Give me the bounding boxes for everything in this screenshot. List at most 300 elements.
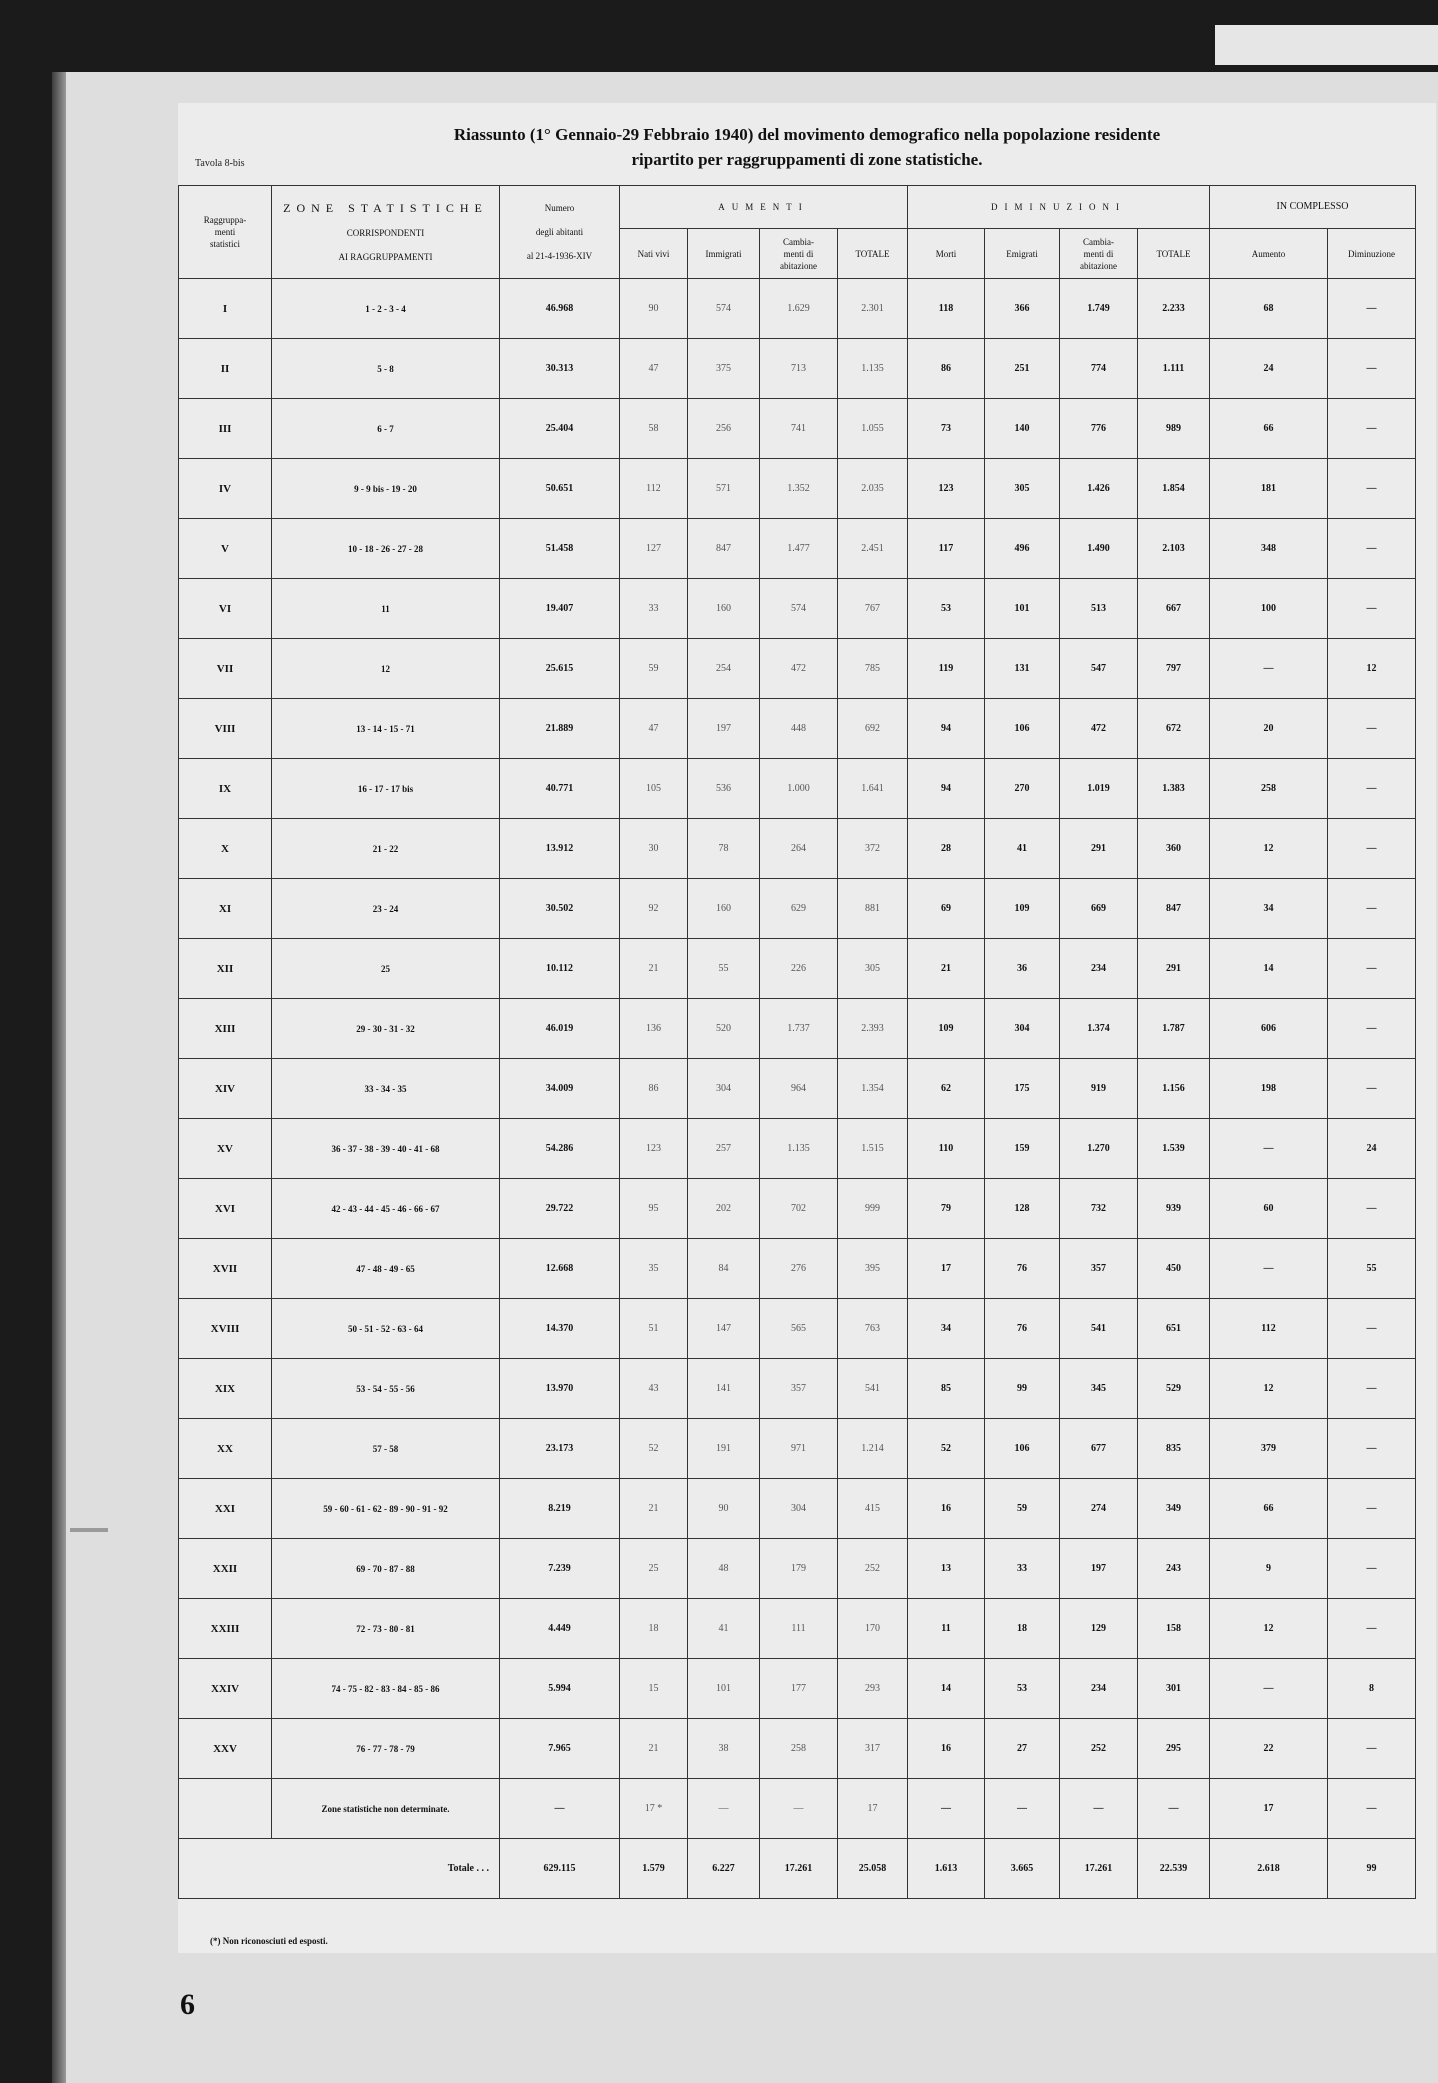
col-ragg-line-2: menti: [214, 227, 236, 237]
cell-abitanti: 21.889: [500, 699, 620, 759]
cell-cambiamenti-diminuzioni: 677: [1060, 1419, 1138, 1479]
cell-totale-diminuzioni: —: [1138, 1779, 1210, 1839]
cell-cambiamenti-aumenti: 111: [760, 1599, 838, 1659]
table-title: [178, 122, 1436, 172]
cell-morti: 117: [908, 519, 985, 579]
cell-cambiamenti-aumenti: 629: [760, 879, 838, 939]
cell-cambiamenti-diminuzioni: 919: [1060, 1059, 1138, 1119]
cell-totale-aumenti: 1.354: [838, 1059, 908, 1119]
cell-cambiamenti-diminuzioni: 547: [1060, 639, 1138, 699]
cell-aumento: 348: [1210, 519, 1328, 579]
cell-immigrati: 191: [688, 1419, 760, 1479]
table-row: [179, 1779, 1416, 1839]
cell-abitanti: 25.404: [500, 399, 620, 459]
cell-nati-vivi: 112: [620, 459, 688, 519]
cell-zone: 47 - 48 - 49 - 65: [272, 1239, 500, 1299]
cell-totale-diminuzioni: 291: [1138, 939, 1210, 999]
table-row: [179, 1479, 1416, 1539]
cell-cambiamenti-diminuzioni: 291: [1060, 819, 1138, 879]
cell-aumento: 12: [1210, 1599, 1328, 1659]
cell-morti: 85: [908, 1359, 985, 1419]
cell-cambiamenti-diminuzioni: 1.374: [1060, 999, 1138, 1059]
cell-emigrati: 159: [985, 1119, 1060, 1179]
cell-roman: XX: [179, 1419, 272, 1479]
cell-zone: 50 - 51 - 52 - 63 - 64: [272, 1299, 500, 1359]
cell-totale-diminuzioni: 360: [1138, 819, 1210, 879]
cell-cambiamenti-aumenti: 179: [760, 1539, 838, 1599]
cell-roman: XXV: [179, 1719, 272, 1779]
group-aumenti: AUMENTI: [620, 186, 908, 229]
cell-totale-aumenti: 252: [838, 1539, 908, 1599]
cell-totale-diminuzioni: 797: [1138, 639, 1210, 699]
cell-roman: XVIII: [179, 1299, 272, 1359]
cell-diminuzione: —: [1328, 1299, 1416, 1359]
cell-nati-vivi: 136: [620, 999, 688, 1059]
cell-cambiamenti-aumenti: 702: [760, 1179, 838, 1239]
col-ragg-line-3: statistici: [210, 239, 240, 249]
cell-zone: Zone statistiche non determinate.: [272, 1779, 500, 1839]
cell-cambiamenti-diminuzioni: —: [1060, 1779, 1138, 1839]
cell-immigrati: 84: [688, 1239, 760, 1299]
cell-emigrati: 106: [985, 1419, 1060, 1479]
cell-emigrati: 27: [985, 1719, 1060, 1779]
cell-aumento: —: [1210, 639, 1328, 699]
cell-cambiamenti-aumenti: 258: [760, 1719, 838, 1779]
cell-cambiamenti-aumenti: 1.352: [760, 459, 838, 519]
cell-abitanti: 23.173: [500, 1419, 620, 1479]
cell-emigrati: 36: [985, 939, 1060, 999]
cell-totale-diminuzioni: 2.103: [1138, 519, 1210, 579]
cell-aumento: 100: [1210, 579, 1328, 639]
cell-totale-aumenti: 2.393: [838, 999, 908, 1059]
cell-zone: 25: [272, 939, 500, 999]
cell-cambiamenti-diminuzioni: 234: [1060, 939, 1138, 999]
tavola-label: Tavola 8-bis: [195, 158, 245, 169]
cell-aumento: 198: [1210, 1059, 1328, 1119]
cell-cambiamenti-aumenti: 448: [760, 699, 838, 759]
table-row: [179, 1359, 1416, 1419]
cell-abitanti: 54.286: [500, 1119, 620, 1179]
cell-totale-diminuzioni: 2.233: [1138, 279, 1210, 339]
cell-diminuzione: —: [1328, 759, 1416, 819]
table-row: [179, 879, 1416, 939]
cell-aumento: 60: [1210, 1179, 1328, 1239]
cell-cambiamenti-diminuzioni: 513: [1060, 579, 1138, 639]
col-zone-line-3: AI RAGGRUPPAMENTI: [338, 251, 433, 262]
cell-totale-diminuzioni: 651: [1138, 1299, 1210, 1359]
cell-immigrati: 571: [688, 459, 760, 519]
cell-cambiamenti-aumenti: 472: [760, 639, 838, 699]
cell-morti: 94: [908, 699, 985, 759]
cell-diminuzione: —: [1328, 279, 1416, 339]
cell-nati-vivi: 90: [620, 279, 688, 339]
col-morti: Morti: [908, 229, 985, 279]
cell-totale-diminuzioni: 349: [1138, 1479, 1210, 1539]
cell-cambiamenti-aumenti: 304: [760, 1479, 838, 1539]
cell-aumento: 12: [1210, 819, 1328, 879]
col-zone-line-2: CORRISPONDENTI: [346, 227, 425, 238]
cell-diminuzione: —: [1328, 1179, 1416, 1239]
total-diminuzione: 99: [1328, 1839, 1416, 1899]
col-camb-a-line-1: Cambia-: [783, 236, 814, 247]
cell-totale-aumenti: 1.135: [838, 339, 908, 399]
cell-roman: XIV: [179, 1059, 272, 1119]
cell-aumento: 12: [1210, 1359, 1328, 1419]
table-row: [179, 1719, 1416, 1779]
cell-immigrati: 160: [688, 879, 760, 939]
cell-diminuzione: —: [1328, 819, 1416, 879]
cell-abitanti: 34.009: [500, 1059, 620, 1119]
cell-emigrati: 131: [985, 639, 1060, 699]
col-abit-line-2: degli abitanti: [535, 227, 584, 237]
cell-nati-vivi: 92: [620, 879, 688, 939]
cell-cambiamenti-diminuzioni: 541: [1060, 1299, 1138, 1359]
table-row: [179, 1419, 1416, 1479]
col-totale-diminuzioni: TOTALE: [1138, 229, 1210, 279]
cell-zone: 12: [272, 639, 500, 699]
cell-immigrati: —: [688, 1779, 760, 1839]
scan-edge: [52, 72, 66, 2083]
cell-abitanti: 7.239: [500, 1539, 620, 1599]
cell-abitanti: 50.651: [500, 459, 620, 519]
cell-nati-vivi: 105: [620, 759, 688, 819]
cell-totale-aumenti: 1.055: [838, 399, 908, 459]
title-line-2: ripartito per raggruppamenti di zone statistiche.: [631, 150, 983, 169]
cell-nati-vivi: 21: [620, 1479, 688, 1539]
table-row: [179, 639, 1416, 699]
cell-totale-aumenti: 1.214: [838, 1419, 908, 1479]
title-line-1: Riassunto (1° Gennaio-29 Febbraio 1940) del movimento demografico nella popolazione residente: [453, 125, 1161, 144]
cell-aumento: 9: [1210, 1539, 1328, 1599]
cell-nati-vivi: 47: [620, 339, 688, 399]
table-body: [179, 279, 1416, 1899]
cell-aumento: 17: [1210, 1779, 1328, 1839]
cell-nati-vivi: 123: [620, 1119, 688, 1179]
cell-cambiamenti-diminuzioni: 1.490: [1060, 519, 1138, 579]
cell-aumento: —: [1210, 1239, 1328, 1299]
cell-morti: 73: [908, 399, 985, 459]
group-in-complesso: IN COMPLESSO: [1210, 186, 1416, 229]
col-nati-vivi: Nati vivi: [620, 229, 688, 279]
cell-totale-aumenti: 541: [838, 1359, 908, 1419]
cell-aumento: 606: [1210, 999, 1328, 1059]
cell-zone: 69 - 70 - 87 - 88: [272, 1539, 500, 1599]
cell-diminuzione: 12: [1328, 639, 1416, 699]
cell-morti: 11: [908, 1599, 985, 1659]
cell-diminuzione: 8: [1328, 1659, 1416, 1719]
cell-roman: II: [179, 339, 272, 399]
total-row: [179, 1839, 1416, 1899]
cell-cambiamenti-aumenti: 177: [760, 1659, 838, 1719]
cell-cambiamenti-aumenti: 713: [760, 339, 838, 399]
cell-cambiamenti-aumenti: 357: [760, 1359, 838, 1419]
cell-roman: VI: [179, 579, 272, 639]
cell-totale-aumenti: 767: [838, 579, 908, 639]
cell-cambiamenti-aumenti: 1.000: [760, 759, 838, 819]
cell-morti: 21: [908, 939, 985, 999]
table-row: [179, 1119, 1416, 1179]
cell-diminuzione: —: [1328, 339, 1416, 399]
cell-totale-diminuzioni: 1.383: [1138, 759, 1210, 819]
cell-roman: XIX: [179, 1359, 272, 1419]
cell-abitanti: 13.912: [500, 819, 620, 879]
cell-immigrati: 55: [688, 939, 760, 999]
cell-emigrati: 59: [985, 1479, 1060, 1539]
cell-immigrati: 254: [688, 639, 760, 699]
cell-cambiamenti-diminuzioni: 1.019: [1060, 759, 1138, 819]
cell-nati-vivi: 52: [620, 1419, 688, 1479]
cell-zone: 1 - 2 - 3 - 4: [272, 279, 500, 339]
cell-emigrati: 53: [985, 1659, 1060, 1719]
cell-immigrati: 256: [688, 399, 760, 459]
col-totale-aumenti: TOTALE: [838, 229, 908, 279]
cell-aumento: 66: [1210, 1479, 1328, 1539]
cell-totale-diminuzioni: 450: [1138, 1239, 1210, 1299]
cell-morti: 53: [908, 579, 985, 639]
cell-zone: 11: [272, 579, 500, 639]
cell-morti: 34: [908, 1299, 985, 1359]
cell-morti: 118: [908, 279, 985, 339]
cell-cambiamenti-diminuzioni: 1.749: [1060, 279, 1138, 339]
cell-morti: 110: [908, 1119, 985, 1179]
cell-diminuzione: —: [1328, 1719, 1416, 1779]
cell-cambiamenti-aumenti: 971: [760, 1419, 838, 1479]
cell-aumento: 379: [1210, 1419, 1328, 1479]
cell-emigrati: 18: [985, 1599, 1060, 1659]
cell-emigrati: 109: [985, 879, 1060, 939]
cell-nati-vivi: 30: [620, 819, 688, 879]
cell-emigrati: 33: [985, 1539, 1060, 1599]
col-aumento: Aumento: [1210, 229, 1328, 279]
cell-cambiamenti-diminuzioni: 732: [1060, 1179, 1138, 1239]
cell-immigrati: 147: [688, 1299, 760, 1359]
table-row: [179, 459, 1416, 519]
cell-nati-vivi: 35: [620, 1239, 688, 1299]
cell-emigrati: 304: [985, 999, 1060, 1059]
cell-nati-vivi: 33: [620, 579, 688, 639]
total-morti: 1.613: [908, 1839, 985, 1899]
population-table: [178, 185, 1416, 1899]
cell-immigrati: 847: [688, 519, 760, 579]
cell-emigrati: 76: [985, 1239, 1060, 1299]
cell-emigrati: 270: [985, 759, 1060, 819]
cell-aumento: 112: [1210, 1299, 1328, 1359]
cell-roman: X: [179, 819, 272, 879]
cell-totale-aumenti: 2.035: [838, 459, 908, 519]
cell-roman: [179, 1779, 272, 1839]
cell-zone: 13 - 14 - 15 - 71: [272, 699, 500, 759]
cell-nati-vivi: 86: [620, 1059, 688, 1119]
cell-diminuzione: 24: [1328, 1119, 1416, 1179]
cell-cambiamenti-diminuzioni: 669: [1060, 879, 1138, 939]
total-abitanti: 629.115: [500, 1839, 620, 1899]
col-abit-line-1: Numero: [544, 203, 575, 213]
cell-totale-aumenti: 170: [838, 1599, 908, 1659]
cell-immigrati: 48: [688, 1539, 760, 1599]
cell-emigrati: 140: [985, 399, 1060, 459]
cell-cambiamenti-diminuzioni: 234: [1060, 1659, 1138, 1719]
table-row: [179, 579, 1416, 639]
cell-emigrati: 366: [985, 279, 1060, 339]
cell-abitanti: 40.771: [500, 759, 620, 819]
total-totale-diminuzioni: 22.539: [1138, 1839, 1210, 1899]
cell-totale-diminuzioni: 1.539: [1138, 1119, 1210, 1179]
cell-immigrati: 304: [688, 1059, 760, 1119]
cell-immigrati: 78: [688, 819, 760, 879]
cell-zone: 16 - 17 - 17 bis: [272, 759, 500, 819]
cell-diminuzione: —: [1328, 879, 1416, 939]
table-row: [179, 1599, 1416, 1659]
scan-mark: [70, 1528, 108, 1532]
cell-immigrati: 141: [688, 1359, 760, 1419]
scan-corner: [1215, 25, 1438, 65]
cell-cambiamenti-aumenti: 741: [760, 399, 838, 459]
table-row: [179, 699, 1416, 759]
cell-totale-diminuzioni: 835: [1138, 1419, 1210, 1479]
cell-roman: VII: [179, 639, 272, 699]
cell-nati-vivi: 15: [620, 1659, 688, 1719]
cell-abitanti: 10.112: [500, 939, 620, 999]
cell-nati-vivi: 17 *: [620, 1779, 688, 1839]
cell-morti: 16: [908, 1719, 985, 1779]
cell-totale-aumenti: 692: [838, 699, 908, 759]
cell-zone: 9 - 9 bis - 19 - 20: [272, 459, 500, 519]
cell-aumento: 66: [1210, 399, 1328, 459]
cell-totale-aumenti: 17: [838, 1779, 908, 1839]
page-number: 6: [180, 1988, 195, 2021]
cell-immigrati: 101: [688, 1659, 760, 1719]
cell-totale-diminuzioni: 672: [1138, 699, 1210, 759]
cell-abitanti: 14.370: [500, 1299, 620, 1359]
cell-diminuzione: —: [1328, 1539, 1416, 1599]
cell-roman: XXIII: [179, 1599, 272, 1659]
col-cambiamenti-diminuzioni: [1060, 229, 1138, 279]
footnote: (*) Non riconosciuti ed esposti.: [210, 1936, 328, 1946]
cell-immigrati: 38: [688, 1719, 760, 1779]
total-totale-aumenti: 25.058: [838, 1839, 908, 1899]
col-camb-a-line-2: menti di: [783, 248, 814, 259]
cell-morti: 17: [908, 1239, 985, 1299]
cell-aumento: 14: [1210, 939, 1328, 999]
cell-cambiamenti-diminuzioni: 472: [1060, 699, 1138, 759]
table-row: [179, 1059, 1416, 1119]
cell-morti: 62: [908, 1059, 985, 1119]
cell-diminuzione: —: [1328, 1059, 1416, 1119]
cell-zone: 57 - 58: [272, 1419, 500, 1479]
cell-abitanti: 30.502: [500, 879, 620, 939]
cell-roman: III: [179, 399, 272, 459]
cell-roman: XXII: [179, 1539, 272, 1599]
cell-nati-vivi: 21: [620, 1719, 688, 1779]
cell-aumento: 20: [1210, 699, 1328, 759]
cell-abitanti: 7.965: [500, 1719, 620, 1779]
cell-emigrati: 175: [985, 1059, 1060, 1119]
cell-cambiamenti-aumenti: 565: [760, 1299, 838, 1359]
cell-totale-aumenti: 999: [838, 1179, 908, 1239]
col-camb-d-line-1: Cambia-: [1083, 236, 1114, 247]
cell-roman: V: [179, 519, 272, 579]
cell-roman: I: [179, 279, 272, 339]
cell-nati-vivi: 47: [620, 699, 688, 759]
cell-totale-aumenti: 1.641: [838, 759, 908, 819]
cell-morti: 52: [908, 1419, 985, 1479]
cell-morti: 28: [908, 819, 985, 879]
cell-zone: 6 - 7: [272, 399, 500, 459]
cell-morti: —: [908, 1779, 985, 1839]
col-zone-line-1: ZONE STATISTICHE: [283, 200, 488, 215]
cell-totale-diminuzioni: 1.111: [1138, 339, 1210, 399]
cell-immigrati: 160: [688, 579, 760, 639]
cell-emigrati: 99: [985, 1359, 1060, 1419]
cell-abitanti: 8.219: [500, 1479, 620, 1539]
cell-aumento: 258: [1210, 759, 1328, 819]
cell-diminuzione: —: [1328, 1479, 1416, 1539]
cell-cambiamenti-aumenti: —: [760, 1779, 838, 1839]
cell-totale-diminuzioni: 158: [1138, 1599, 1210, 1659]
cell-zone: 36 - 37 - 38 - 39 - 40 - 41 - 68: [272, 1119, 500, 1179]
table-row: [179, 279, 1416, 339]
cell-zone: 59 - 60 - 61 - 62 - 89 - 90 - 91 - 92: [272, 1479, 500, 1539]
cell-totale-diminuzioni: 939: [1138, 1179, 1210, 1239]
cell-nati-vivi: 58: [620, 399, 688, 459]
cell-zone: 21 - 22: [272, 819, 500, 879]
cell-cambiamenti-aumenti: 1.737: [760, 999, 838, 1059]
cell-cambiamenti-diminuzioni: 129: [1060, 1599, 1138, 1659]
total-emigrati: 3.665: [985, 1839, 1060, 1899]
cell-cambiamenti-diminuzioni: 1.270: [1060, 1119, 1138, 1179]
table-row: [179, 1179, 1416, 1239]
cell-aumento: 24: [1210, 339, 1328, 399]
col-zone: [272, 186, 500, 279]
table-row: [179, 399, 1416, 459]
table-row: [179, 1299, 1416, 1359]
col-immigrati: Immigrati: [688, 229, 760, 279]
cell-roman: XII: [179, 939, 272, 999]
cell-totale-diminuzioni: 1.156: [1138, 1059, 1210, 1119]
cell-abitanti: 51.458: [500, 519, 620, 579]
cell-morti: 123: [908, 459, 985, 519]
cell-immigrati: 257: [688, 1119, 760, 1179]
cell-totale-diminuzioni: 529: [1138, 1359, 1210, 1419]
cell-totale-diminuzioni: 295: [1138, 1719, 1210, 1779]
table-row: [179, 939, 1416, 999]
cell-roman: XXIV: [179, 1659, 272, 1719]
col-camb-d-line-3: abitazione: [1080, 260, 1117, 271]
cell-nati-vivi: 95: [620, 1179, 688, 1239]
cell-emigrati: 101: [985, 579, 1060, 639]
cell-immigrati: 536: [688, 759, 760, 819]
col-raggruppamenti: [179, 186, 272, 279]
cell-cambiamenti-diminuzioni: 1.426: [1060, 459, 1138, 519]
cell-cambiamenti-aumenti: 276: [760, 1239, 838, 1299]
col-emigrati: Emigrati: [985, 229, 1060, 279]
col-abitanti: [500, 186, 620, 279]
cell-zone: 72 - 73 - 80 - 81: [272, 1599, 500, 1659]
cell-diminuzione: —: [1328, 699, 1416, 759]
cell-emigrati: 76: [985, 1299, 1060, 1359]
table-row: [179, 1539, 1416, 1599]
cell-abitanti: 12.668: [500, 1239, 620, 1299]
cell-roman: VIII: [179, 699, 272, 759]
cell-cambiamenti-diminuzioni: 345: [1060, 1359, 1138, 1419]
cell-cambiamenti-diminuzioni: 252: [1060, 1719, 1138, 1779]
cell-morti: 14: [908, 1659, 985, 1719]
cell-nati-vivi: 59: [620, 639, 688, 699]
cell-zone: 33 - 34 - 35: [272, 1059, 500, 1119]
cell-nati-vivi: 51: [620, 1299, 688, 1359]
cell-diminuzione: 55: [1328, 1239, 1416, 1299]
col-cambiamenti-aumenti: [760, 229, 838, 279]
